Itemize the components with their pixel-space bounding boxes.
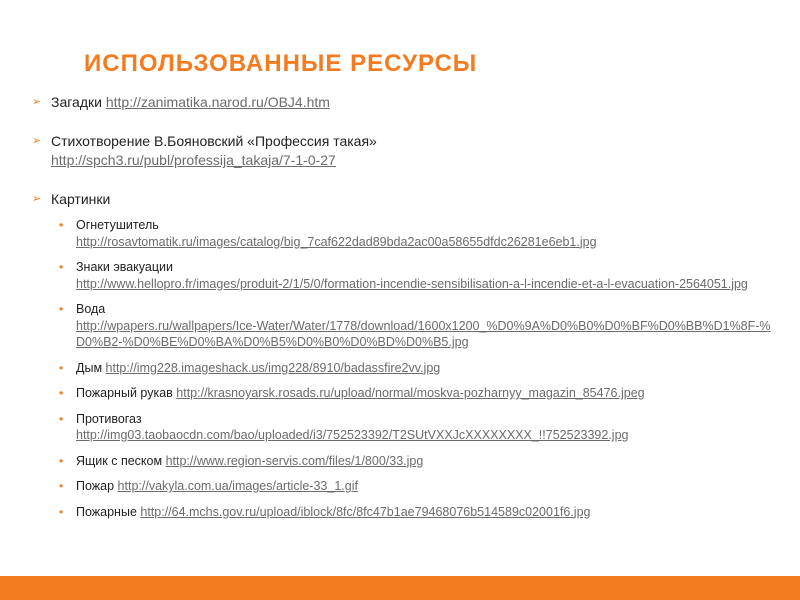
dot-bullet-icon: • — [59, 360, 64, 375]
item-label: Знаки эвакуации — [76, 260, 173, 274]
list-item-poem — [32, 132, 772, 170]
dot-bullet-icon: • — [59, 504, 64, 519]
extinguisher-link[interactable]: http://rosavtomatik.ru/images/catalog/big_7caf622dad89bda2ac00a58655dfdc26281e6eb1.jpg — [76, 234, 597, 249]
gas-mask-link[interactable]: http://img03.taobaocdn.com/bao/uploaded/i3/752523392/T2SUtVXXJcXXXXXXXX_!!752523392.jpg — [76, 428, 629, 442]
item-label: Дым — [76, 360, 106, 375]
item-label: Противогаз — [76, 411, 142, 426]
dot-bullet-icon: • — [59, 260, 64, 274]
evacuation-signs-link[interactable]: http://www.hellopro.fr/images/produit-2/1/5/0/formation-incendie-sensibilisation-a-l-incendie-et-a-l-evacuation-2564051.jpg — [76, 276, 748, 291]
item-label: Пожарный рукав — [76, 386, 177, 400]
picture-item-sand-box — [59, 453, 772, 470]
smoke-link[interactable]: http://img228.imageshack.us/img228/8910/badassfire2vv.jpg — [105, 360, 441, 375]
item-label: Картинки — [51, 191, 111, 207]
picture-item-water — [59, 301, 772, 351]
item-label: Загадки — [51, 94, 106, 110]
item-label: Огнетушитель — [76, 218, 159, 232]
fire-link[interactable]: http://vakyla.com.ua/images/article-33_1.gif — [117, 479, 358, 493]
picture-item-gas-mask — [59, 411, 772, 444]
dot-bullet-icon: • — [59, 411, 64, 426]
item-label: Вода — [76, 302, 106, 316]
list-item-pictures — [32, 190, 772, 209]
fire-hose-link[interactable]: http://krasnoyarsk.rosads.ru/upload/normal/moskva-pozharnyy_magazin_85476.jpeg — [176, 386, 645, 400]
picture-item-fire — [59, 478, 772, 495]
picture-item-smoke — [59, 360, 772, 377]
water-link[interactable]: http://wpapers.ru/wallpapers/Ice-Water/Water/1778/download/1600x1200_%D0%9A%D0%B0%D0%BF%D0%BB%D1%8F-%D0%B2-%D0%BE%D0%BA%D0%B5%D0%B0%D0%BD%D0%B5.jpg — [76, 318, 771, 349]
riddles-link[interactable]: http://zanimatika.narod.ru/OBJ4.htm — [105, 94, 330, 110]
picture-item-extinguisher — [59, 217, 772, 250]
picture-item-evacuation-signs — [59, 259, 772, 292]
item-label: Пожарные — [76, 504, 141, 519]
dot-bullet-icon: • — [59, 218, 64, 232]
picture-item-firefighters — [59, 504, 772, 521]
firefighters-link[interactable]: http://64.mchs.gov.ru/upload/iblock/8fc/8fc47b1ae79468076b514589c02001f6.jpg — [140, 504, 591, 519]
footer-accent-bar — [0, 576, 800, 600]
sand-box-link[interactable]: http://www.region-servis.com/files/1/800/33.jpg — [165, 453, 424, 468]
list-item-riddles — [32, 93, 772, 112]
item-label: Стихотворение В.Бояновский «Профессия такая» — [51, 133, 377, 149]
resource-list — [32, 93, 772, 529]
poem-link[interactable]: http://spch3.ru/publ/professija_takaja/7-1-0-27 — [51, 152, 336, 168]
item-label: Пожар — [76, 479, 118, 493]
dot-bullet-icon: • — [59, 302, 64, 316]
picture-item-fire-hose — [59, 385, 772, 402]
dot-bullet-icon: • — [59, 386, 64, 400]
dot-bullet-icon: • — [59, 453, 64, 468]
arrow-bullet-icon: ➢ — [32, 193, 42, 205]
slide-title: ИСПОЛЬЗОВАННЫЕ РЕСУРСЫ — [84, 50, 478, 77]
arrow-bullet-icon: ➢ — [32, 96, 42, 108]
item-label: Ящик с песком — [76, 453, 166, 468]
arrow-bullet-icon: ➢ — [32, 135, 42, 147]
dot-bullet-icon: • — [59, 479, 64, 493]
